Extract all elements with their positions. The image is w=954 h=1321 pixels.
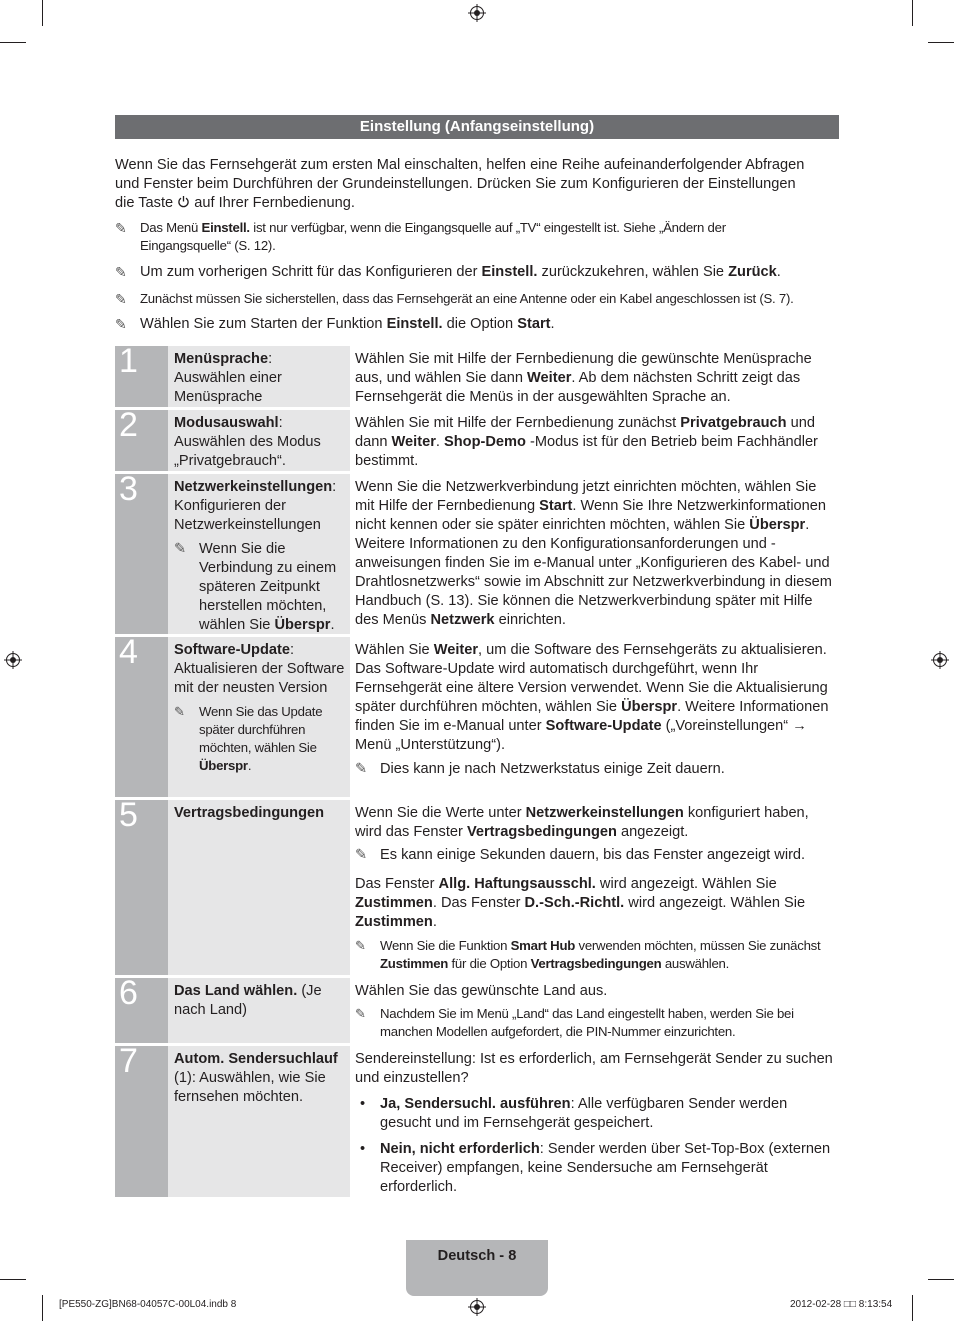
step-number-text: 3: [119, 470, 138, 508]
desc-text: : Sender werden über Set-Top-Box (externen Receiver) empfangen, keine Sendersuche am Fernsehgerät erforderlich.: [380, 1141, 831, 1195]
note-bold: Vertragsbedingungen: [530, 956, 662, 971]
note-text: Es kann einige Sekunden dauern, bis das Fenster angezeigt wird.: [380, 847, 806, 863]
desc-bold: Ja, Sendersuchl. ausführen: [380, 1096, 571, 1112]
step-subtitle: : Konfigurieren der Netzwerkeinstellungen: [174, 479, 337, 533]
desc-bold: Überspr: [749, 517, 806, 533]
desc-text: . Ab dem nächsten Schritt zeigt das Fernsehgerät die Menüs in der ausgewählten Sprache an.: [355, 370, 801, 405]
crop-mark: [912, 1295, 913, 1321]
desc-text: angezeigt.: [621, 824, 689, 840]
registration-mark-icon: [468, 1298, 486, 1316]
note-text: Wenn Sie das Update später durchführen möchten, wählen Sie: [199, 704, 323, 755]
note-text: .: [776, 264, 781, 280]
desc-text: Wählen Sie: [355, 642, 430, 658]
step-number: [115, 470, 168, 634]
desc-bold: Netzwerkeinstellungen: [525, 805, 684, 821]
desc-text: Sendereinstellung: Ist es erforderlich, am Fernsehgerät Sender zu suchen und einzustellen?: [355, 1051, 833, 1086]
crop-mark: [42, 1295, 43, 1321]
note-bold: Zustimmen: [380, 956, 449, 971]
intro-text: die Taste: [115, 195, 174, 211]
note-pencil-icon: ✎: [115, 220, 127, 236]
note: [115, 263, 839, 282]
desc-bold: Netzwerk: [430, 612, 495, 628]
note-pencil-icon: ✎: [174, 541, 187, 557]
note-text: Um zum vorherigen Schritt für das Konfigurieren der: [140, 264, 478, 280]
note-text: Wenn Sie die Verbindung zu einem späteren Zeitpunkt herstellen möchten, wählen Sie: [199, 541, 337, 633]
step-title: Vertragsbedingungen: [174, 805, 325, 821]
intro-line: und Fenster beim Durchführen der Grundeinstellungen. Drücken Sie zum Konfigurieren der Einstellungen: [115, 176, 796, 192]
step-title-cell: [168, 978, 350, 1043]
page-number: Deutsch - 8: [437, 1248, 517, 1264]
desc-bold: Zustimmen: [355, 914, 433, 930]
desc-bold: Nein, nicht erforderlich: [380, 1141, 540, 1157]
note-text: Zunächst müssen Sie sicherstellen, dass das Fernsehgerät an eine Antenne oder ein Kabel angeschlossen ist (S. 7).: [140, 291, 794, 306]
step-description: [355, 978, 839, 1041]
desc-bold: Software-Update: [545, 718, 662, 734]
step-title-cell: [168, 800, 350, 975]
desc-text: Wählen Sie das gewünschte Land aus.: [355, 983, 608, 999]
step-title: Software-Update: [174, 642, 290, 658]
crop-mark: [912, 0, 913, 26]
desc-bold: Shop-Demo: [444, 434, 526, 450]
desc-bold: D.-Sch.-Richtl.: [524, 895, 625, 911]
note-text: .: [330, 617, 335, 633]
step-title: Netzwerkeinstellungen: [174, 479, 333, 495]
desc-bold: Allg. Haftungsausschl.: [438, 876, 596, 892]
crop-mark: [0, 42, 26, 43]
crop-mark: [928, 1279, 954, 1280]
registration-mark-icon: [4, 651, 22, 669]
note-bold: Einstell.: [386, 316, 443, 332]
registration-mark-icon: [468, 4, 486, 22]
step-title-cell: [168, 1046, 350, 1197]
page-number-tab: [406, 1240, 548, 1296]
step-title: Menüsprache: [174, 351, 269, 367]
step-row: [115, 342, 839, 407]
desc-text: -Modus ist für den Betrieb beim Fachhändler bestimmt.: [355, 434, 818, 469]
desc-text: konfiguriert haben, wird das Fenster: [355, 805, 809, 840]
desc-bold: Vertragsbedingungen: [466, 824, 617, 840]
note-text: .: [550, 316, 555, 332]
desc-text: . Das Fenster: [432, 895, 521, 911]
note-bold: Smart Hub: [510, 938, 576, 953]
desc-text: Wenn Sie die Netzwerkverbindung jetzt einrichten möchten, wählen Sie mit Hilfe der Fernbedienung: [355, 479, 817, 514]
note-bold: Einstell.: [481, 264, 538, 280]
registration-mark-icon: [931, 651, 949, 669]
step-description: [355, 346, 839, 407]
note-pencil-icon: ✎: [174, 704, 185, 719]
note-text: Eingangsquelle“ (S. 12).: [140, 238, 276, 253]
intro-line: Wenn Sie das Fernsehgerät zum ersten Mal einschalten, helfen eine Reihe aufeinanderfolgender Abfragen: [115, 157, 805, 173]
note-pencil-icon: ✎: [355, 761, 368, 777]
desc-bold: Start: [539, 498, 573, 514]
desc-bold: Zustimmen: [355, 895, 433, 911]
section-title: Einstellung (Anfangseinstellung): [115, 115, 839, 139]
desc-text: wird angezeigt. Wählen Sie: [599, 876, 777, 892]
step-subtitle: (Je nach Land): [174, 983, 322, 1018]
step-subtitle: : Auswählen einer Menüsprache: [174, 351, 282, 405]
desc-text: einrichten.: [498, 612, 566, 628]
intro-paragraph: [115, 156, 839, 213]
step-row: [115, 406, 839, 471]
step-description: [355, 474, 839, 630]
bullet-icon: •: [360, 1096, 366, 1112]
step-number: [115, 974, 168, 1043]
step-row: [115, 633, 839, 797]
power-icon: [177, 195, 190, 208]
note: [115, 290, 839, 308]
desc-text: wird angezeigt. Wählen Sie: [628, 895, 806, 911]
step-number: [115, 406, 168, 471]
note-pencil-icon: ✎: [355, 847, 368, 863]
list-item: [360, 1140, 839, 1197]
step-row: [115, 796, 839, 975]
step-description: [355, 800, 839, 973]
step-number: [115, 342, 168, 407]
step-number-text: 4: [119, 633, 138, 671]
step-title-cell: [168, 410, 350, 471]
bullet-icon: •: [360, 1141, 366, 1157]
note-bold: Zurück: [728, 264, 777, 280]
note-text: Wenn Sie die Funktion: [380, 938, 508, 953]
note-text: Wählen Sie zum Starten der Funktion: [140, 316, 383, 332]
step-number: [115, 796, 168, 975]
crop-mark: [0, 1279, 26, 1280]
note-bold: Überspr: [274, 617, 331, 633]
note-bold: Einstell.: [201, 220, 250, 235]
step-number-text: 1: [119, 342, 138, 380]
step-number: [115, 633, 168, 797]
step-title-cell: [168, 637, 350, 797]
step-row: [115, 470, 839, 634]
note-pencil-icon: ✎: [355, 1006, 366, 1021]
crop-mark: [42, 0, 43, 26]
desc-text: Wählen Sie mit Hilfe der Fernbedienung die gewünschte Menüsprache aus, und wählen Sie dann: [355, 351, 812, 386]
note-text: zurückzukehren, wählen Sie: [541, 264, 725, 280]
desc-text: , um die Software des Fernsehgeräts zu aktualisieren. Das Software-Update wird automatisch durchgeführt, wenn Ihr Fernsehgerät eine ältere Version verwendet. Wenn Sie die Aktualisierung später durchführen möchten, wählen Sie: [355, 642, 828, 715]
step-description: [355, 637, 839, 779]
step-row: [115, 1042, 839, 1197]
note-text: auswählen.: [664, 956, 730, 971]
desc-text: .: [435, 434, 440, 450]
intro-line: [115, 194, 839, 213]
note-text: ist nur verfügbar, wenn die Eingangsquelle auf „TV“ eingestellt ist. Siehe „Ändern der: [253, 220, 726, 235]
crop-mark: [928, 42, 954, 43]
desc-text: . Weitere Informationen finden Sie im e-Manual unter: [355, 699, 829, 734]
desc-bold: Weiter: [527, 370, 572, 386]
note: [115, 315, 839, 334]
desc-text: Wenn Sie die Werte unter: [355, 805, 522, 821]
desc-text: .: [432, 914, 437, 930]
print-slug-left: [PE550-ZG]BN68-04057C-00L04.indb 8: [59, 1299, 237, 1310]
desc-bold: Weiter: [433, 642, 479, 658]
note-pencil-icon: ✎: [115, 291, 127, 307]
step-title: Modusauswahl: [174, 415, 279, 431]
note: [115, 219, 839, 255]
note-bold: Start: [517, 316, 551, 332]
print-slug-right: 2012-02-28 □□ 8:13:54: [790, 1299, 893, 1310]
step-number-text: 6: [119, 974, 138, 1012]
note-text: Nachdem Sie im Menü „Land“ das Land eingestellt haben, werden Sie bei manchen Modellen aufgefordert, die PIN-Nummer einzurichten.: [380, 1006, 794, 1039]
note-text: verwenden möchten, müssen Sie zunächst: [578, 938, 821, 953]
step-title: Autom. Sendersuchlauf: [174, 1051, 338, 1067]
list-item: [360, 1095, 839, 1133]
note-text: Dies kann je nach Netzwerkstatus einige Zeit dauern.: [380, 761, 725, 777]
note-text: Das Menü: [140, 220, 199, 235]
note-text: für die Option: [451, 956, 528, 971]
desc-bold: Privatgebrauch: [680, 415, 787, 431]
desc-bold: Überspr: [621, 699, 678, 715]
step-subtitle: : Auswählen des Modus „Privatgebrauch“.: [174, 415, 321, 469]
desc-text: . Wenn Sie Ihre Netzwerkinformationen nicht kennen oder sie später einrichten möchten, wählen Sie: [355, 498, 827, 533]
step-title-cell: [168, 474, 350, 634]
intro-text: auf Ihrer Fernbedienung.: [194, 195, 355, 211]
desc-text: („Voreinstellungen“ → Menü „Unterstützung“).: [355, 718, 807, 753]
note-pencil-icon: ✎: [115, 316, 127, 332]
desc-text: Wählen Sie mit Hilfe der Fernbedienung zunächst: [355, 415, 677, 431]
step-number: [115, 1042, 168, 1197]
step-subtitle: (1): Auswählen, wie Sie fernsehen möchten.: [174, 1070, 326, 1105]
desc-bold: Weiter: [391, 434, 436, 450]
desc-text: Das Fenster: [355, 876, 435, 892]
step-description: [355, 410, 839, 471]
note-text: .: [247, 758, 252, 773]
desc-text: : Alle verfügbaren Sender werden gesucht und im Fernsehgerät gespeichert.: [380, 1096, 788, 1131]
step-title: Das Land wählen.: [174, 983, 298, 999]
desc-text: . Weitere Informationen zu den Konfigurationsanforderungen und -anweisungen finden Sie im e-Manual unter „Konfigurieren des Kabel- und Drahtlosnetzwerks“ sowie im Abschnitt zur Netzwerkverbindung in diesem Handbuch (S. 13). Sie können die Netzwerkverbindung später mit Hilfe des Menüs: [355, 517, 832, 628]
step-number-text: 2: [119, 406, 138, 444]
desc-text: und dann: [355, 415, 815, 450]
note-bold: Überspr: [199, 758, 248, 773]
step-number-text: 7: [119, 1042, 138, 1080]
step-title-cell: [168, 346, 350, 407]
step-row: [115, 974, 839, 1043]
note-pencil-icon: ✎: [355, 938, 366, 953]
note-text: die Option: [446, 316, 514, 332]
step-subtitle: : Aktualisieren der Software mit der neusten Version: [174, 642, 345, 696]
step-description: [355, 1046, 839, 1197]
note-pencil-icon: ✎: [115, 264, 127, 280]
step-number-text: 5: [119, 796, 138, 834]
